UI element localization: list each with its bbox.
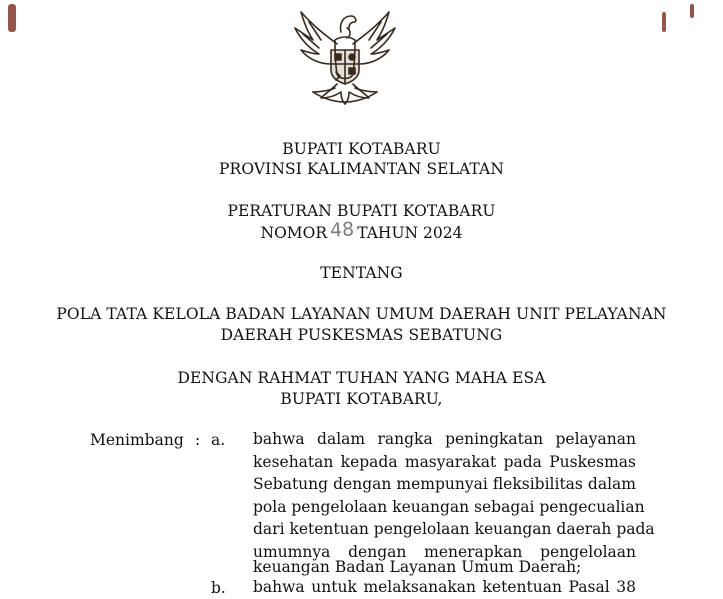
garuda-emblem-icon	[291, 6, 399, 110]
item-a-line-3: Sebatung dengan mempunyai fleksibilitas dalam	[253, 475, 636, 493]
left-edge-mark	[8, 4, 16, 32]
item-a-line-6: umumnya dengan menerapkan pengelolaan	[253, 542, 636, 561]
regulation-title: PERATURAN BUPATI KOTABARU	[227, 202, 496, 220]
right-edge-mark-2	[690, 4, 694, 18]
subject-line-1: POLA TATA KELOLA BADAN LAYANAN UMUM DAERAH UNIT PELAYANAN	[56, 305, 667, 323]
item-b-line-1: bahwa untuk melaksanakan ketentuan Pasal 38	[253, 578, 636, 596]
subject-line-2: DAERAH PUSKESMAS SEBATUNG	[220, 326, 503, 344]
item-a-line-7: keuangan Badan Layanan Umum Daerah;	[253, 558, 582, 576]
regulation-number-prefix: NOMOR	[260, 224, 328, 242]
considering-colon: :	[195, 431, 201, 449]
item-letter-b: b.	[211, 579, 226, 597]
item-a-line-4: pola pengelolaan keuangan sebagai pengecualian	[253, 497, 645, 516]
regulation-number-line	[0, 218, 723, 243]
regent-title: BUPATI KOTABARU	[282, 140, 441, 158]
regulation-number-suffix: TAHUN 2024	[357, 224, 463, 242]
item-a-line-5: dari ketentuan pengelolaan keuangan daerah pada	[253, 520, 655, 538]
preamble-line-2: BUPATI KOTABARU,	[280, 390, 443, 408]
item-a-line-2: kesehatan kepada masyarakat pada Puskesmas	[253, 452, 636, 471]
about-heading: TENTANG	[320, 264, 403, 282]
right-edge-mark	[662, 12, 666, 32]
considering-label: Menimbang	[90, 431, 184, 449]
item-letter-a: a.	[211, 431, 226, 449]
item-a-line-1: bahwa dalam rangka peningkatan pelayanan	[253, 430, 636, 448]
regulation-number-value: 48	[329, 218, 355, 242]
preamble-line-1: DENGAN RAHMAT TUHAN YANG MAHA ESA	[177, 369, 546, 387]
province-title: PROVINSI KALIMANTAN SELATAN	[219, 160, 504, 178]
